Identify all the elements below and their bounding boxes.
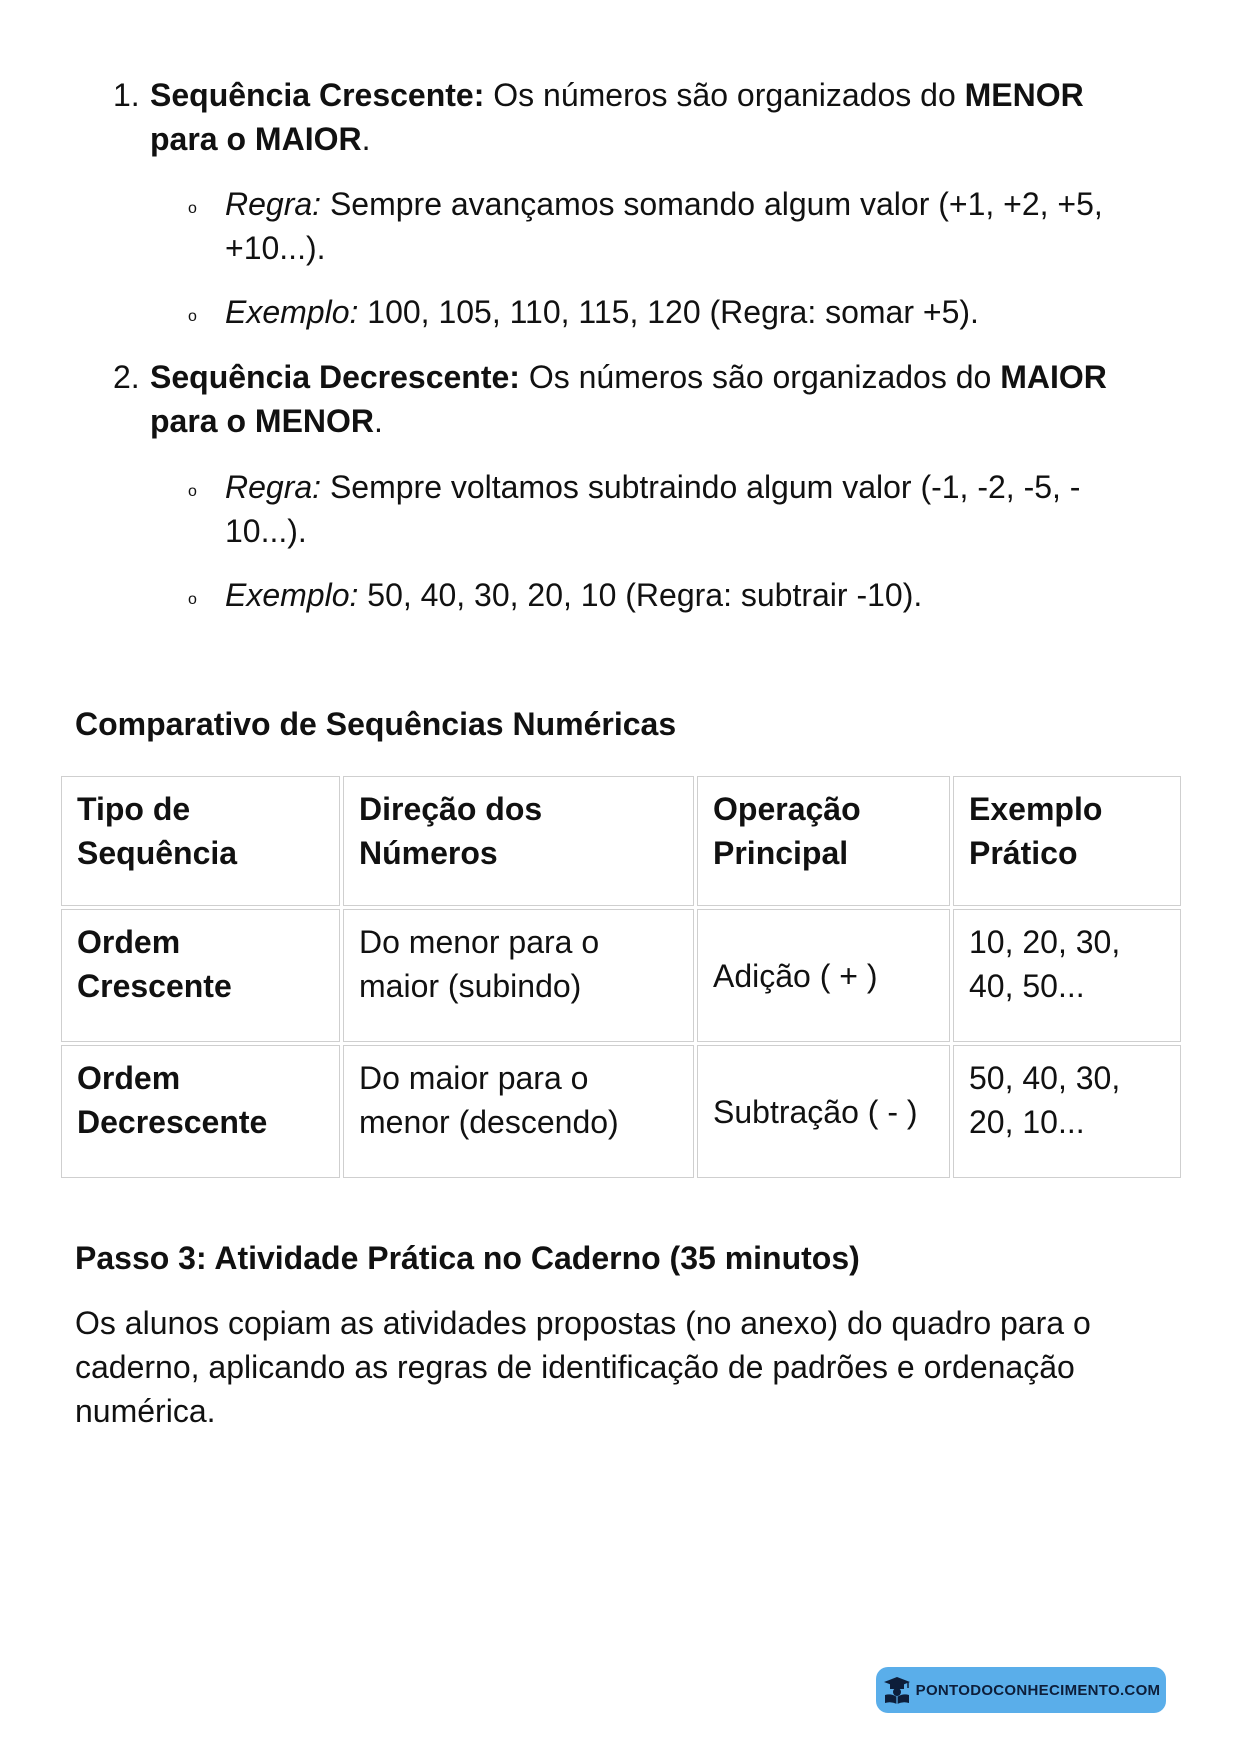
list-item-1-strong-b: para o MAIOR <box>150 121 362 157</box>
list-item-1-line2 <box>150 117 370 161</box>
cell-line: Crescente <box>77 968 232 1004</box>
list-item-2-line1 <box>150 355 1107 399</box>
bullet-icon: o <box>188 483 197 500</box>
sub-item-1-1-text: Sempre avançamos somando algum valor (+1, +2, +5, <box>321 186 1103 222</box>
list-item-2-line2 <box>150 399 383 443</box>
step3-paragraph-line2: caderno, aplicando as regras de identificação de padrões e ordenação <box>75 1349 1075 1385</box>
list-item-2-title: Sequência Decrescente: <box>150 359 520 395</box>
table-row <box>61 1045 1181 1178</box>
table-row <box>61 909 1181 1042</box>
table-cell-type <box>61 909 340 1042</box>
cell-line: 50, 40, 30, <box>969 1060 1121 1096</box>
table-heading: Comparativo de Sequências Numéricas <box>75 706 677 742</box>
bullet-icon: o <box>188 308 197 325</box>
header-line: Números <box>359 835 498 871</box>
cell-line: menor (descendo) <box>359 1104 619 1140</box>
sub-item-2-1-label: Regra: <box>225 469 322 505</box>
step3-heading: Passo 3: Atividade Prática no Caderno (35 minutos) <box>75 1240 860 1276</box>
sub-item-2-2-text: 50, 40, 30, 20, 10 (Regra: subtrair -10). <box>358 577 923 613</box>
sub-item-1-2-label: Exemplo: <box>225 294 359 330</box>
graduation-reader-icon <box>882 1676 912 1704</box>
header-line: Prático <box>969 835 1078 871</box>
bullet-icon: o <box>188 591 197 608</box>
step3-paragraph-line3: numérica. <box>75 1393 216 1429</box>
header-line: Principal <box>713 835 849 871</box>
sub-item-2-1-line2: 10...). <box>225 513 307 549</box>
header-line: Operação <box>713 791 861 827</box>
table-cell-example <box>953 909 1181 1042</box>
list-number-1: 1. <box>113 77 140 113</box>
header-line: Tipo de <box>77 791 191 827</box>
list-item-2-text: Os números são organizados do <box>519 359 1001 395</box>
sub-item-1-2-text: 100, 105, 110, 115, 120 (Regra: somar +5). <box>358 294 979 330</box>
table-cell-direction <box>343 1045 694 1178</box>
list-item-2-strong-a: MAIOR <box>1000 359 1107 395</box>
sub-item-1-1-line2: +10...). <box>225 230 326 266</box>
cell-line: Do menor para o <box>359 924 600 960</box>
cell-line: 20, 10... <box>969 1104 1085 1140</box>
table-header-cell <box>343 776 694 906</box>
table-cell-direction <box>343 909 694 1042</box>
sub-item-2-2-line1 <box>225 573 922 617</box>
list-item-1-end: . <box>361 121 371 157</box>
sub-item-1-1-label: Regra: <box>225 186 322 222</box>
badge-text: PONTODOCONHECIMENTO.COM <box>915 1681 1161 1699</box>
cell-line: Decrescente <box>77 1104 268 1140</box>
cell-line: 10, 20, 30, <box>969 924 1121 960</box>
table-cell-operation: Subtração ( - ) <box>697 1045 950 1178</box>
table-header-row <box>61 776 1181 906</box>
table-header-cell <box>697 776 950 906</box>
sub-item-2-1-text: Sempre voltamos subtraindo algum valor (-1, -2, -5, - <box>321 469 1081 505</box>
header-line: Exemplo <box>969 791 1103 827</box>
list-item-2-strong-b: para o MENOR <box>150 403 375 439</box>
comparison-table <box>58 773 1184 1181</box>
header-line: Direção dos <box>359 791 543 827</box>
cell-line: Do maior para o <box>359 1060 589 1096</box>
table-header-cell <box>61 776 340 906</box>
step3-paragraph-line1: Os alunos copiam as atividades propostas (no anexo) do quadro para o <box>75 1305 1091 1341</box>
table-cell-type <box>61 1045 340 1178</box>
header-line: Sequência <box>77 835 238 871</box>
sub-item-1-2-line1 <box>225 290 979 334</box>
list-item-1-title: Sequência Crescente: <box>150 77 485 113</box>
sub-item-2-1-line1 <box>225 465 1080 509</box>
table-header-cell <box>953 776 1181 906</box>
cell-line: Ordem <box>77 924 181 960</box>
list-item-1-line1 <box>150 73 1084 117</box>
table-cell-operation: Adição ( + ) <box>697 909 950 1042</box>
list-item-1-strong-a: MENOR <box>964 77 1084 113</box>
sub-item-1-1-line1 <box>225 182 1103 226</box>
table-cell-example <box>953 1045 1181 1178</box>
list-number-2: 2. <box>113 359 140 395</box>
cell-line: Ordem <box>77 1060 181 1096</box>
list-item-1-text: Os números são organizados do <box>484 77 965 113</box>
cell-line: 40, 50... <box>969 968 1085 1004</box>
sub-item-2-2-label: Exemplo: <box>225 577 359 613</box>
bullet-icon: o <box>188 200 197 217</box>
cell-line: maior (subindo) <box>359 968 582 1004</box>
site-badge[interactable] <box>876 1667 1166 1713</box>
list-item-2-end: . <box>374 403 383 439</box>
